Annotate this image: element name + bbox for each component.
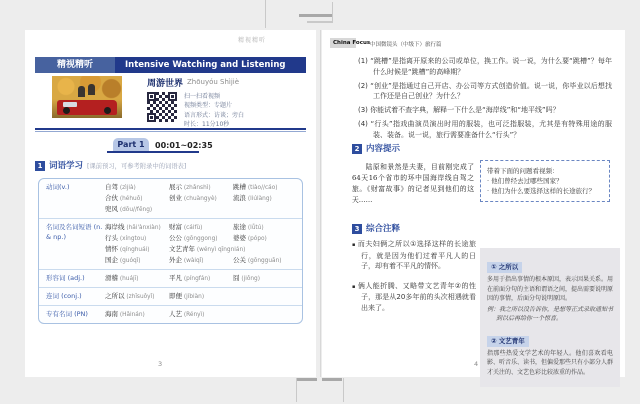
video-title-pinyin: Zhōuyóu Shìjiè bbox=[187, 78, 240, 86]
vocab-word: 展示 bbox=[169, 183, 182, 191]
vocab-word: 财富 bbox=[169, 223, 182, 231]
notes-panel bbox=[480, 248, 620, 387]
section-title: 内容提示 bbox=[366, 144, 401, 154]
vocab-pinyin: (dōu//fēng) bbox=[118, 207, 153, 213]
divider-rule bbox=[35, 128, 306, 132]
note-entry bbox=[487, 328, 613, 378]
vocab-word: 公公 bbox=[169, 234, 182, 242]
vocab-word: 公关 bbox=[233, 256, 246, 264]
vocab-line bbox=[105, 222, 302, 233]
vocab-pinyin: (huájī) bbox=[118, 276, 139, 282]
vocab-word: 平凡 bbox=[169, 274, 182, 282]
section-number-badge: 2 bbox=[352, 144, 362, 154]
vocab-item bbox=[169, 291, 233, 303]
crop-mark bbox=[343, 378, 344, 402]
watching-questions-box bbox=[480, 160, 610, 202]
book-title: 中国微镜头（中级下）旅行篇 bbox=[370, 42, 442, 48]
vocab-pinyin: (guóqǐ) bbox=[118, 258, 141, 264]
vocabulary-table bbox=[38, 178, 303, 324]
qr-finder bbox=[168, 92, 177, 101]
vocab-pinyin: (cáifù) bbox=[182, 225, 203, 231]
vocab-category: 专有名词 (PN) bbox=[46, 310, 88, 318]
video-title: 周游世界 bbox=[147, 79, 184, 89]
note-bullet: ▪ 而夫妇俩之所以①选择这样的长途旅行，就是因为他们过着平凡人的日子，却有着不平凡的情怀。 bbox=[352, 239, 476, 272]
video-type: 视频类型：专题片 bbox=[184, 102, 233, 110]
right-page bbox=[322, 30, 625, 377]
vocab-pinyin: (jiǒng) bbox=[239, 276, 260, 282]
vocab-category: 连词 (conj.) bbox=[46, 292, 82, 300]
vocab-item bbox=[233, 273, 297, 285]
vocab-item bbox=[105, 273, 169, 285]
vocab-category: 形容词 (adj.) bbox=[46, 274, 85, 282]
vocab-word: 跳槽 bbox=[233, 183, 246, 191]
vocab-pinyin: (zìjià) bbox=[118, 185, 136, 191]
vocab-word: 情怀 bbox=[105, 245, 118, 253]
vocab-word: 滑稽 bbox=[105, 274, 118, 282]
vocab-pinyin: (chuàngyè) bbox=[182, 196, 217, 202]
vocab-items bbox=[105, 182, 302, 215]
vocab-word: 兜风 bbox=[105, 205, 118, 213]
vocab-word: 海岸线 bbox=[105, 223, 125, 231]
vocab-word: 之所以 bbox=[105, 292, 125, 300]
watching-questions-list bbox=[487, 176, 603, 196]
page-number: 3 bbox=[158, 360, 163, 368]
vocab-word: 囧 bbox=[233, 274, 240, 282]
section-number-badge: 3 bbox=[352, 224, 362, 234]
hint-question: · 他们曾经去过哪些国家？ bbox=[487, 176, 603, 186]
vocab-item bbox=[169, 193, 233, 205]
vocab-pinyin: (wàiqǐ) bbox=[182, 258, 204, 264]
vocab-word: 合伙 bbox=[105, 194, 118, 202]
vocab-category: 名词及名词短语 (n. & np.) bbox=[46, 223, 103, 241]
part-header bbox=[107, 138, 213, 153]
car-wheel bbox=[63, 107, 70, 114]
crop-mark bbox=[307, 21, 333, 23]
qr-finder bbox=[147, 113, 156, 122]
crop-mark bbox=[297, 378, 317, 381]
watching-questions-title: 带着下面的问题看视频： bbox=[487, 167, 559, 175]
vocab-line bbox=[105, 193, 302, 204]
brand-name: China Focus bbox=[333, 40, 371, 46]
vocab-line bbox=[105, 244, 302, 255]
annotation-sentences bbox=[352, 239, 476, 322]
vocab-item bbox=[105, 255, 169, 267]
vocab-pinyin: (Hǎinán) bbox=[118, 312, 145, 318]
crop-mark bbox=[299, 14, 333, 17]
vocab-line bbox=[105, 309, 302, 320]
vocab-row bbox=[39, 179, 302, 218]
vocab-pinyin: (gōnggong) bbox=[182, 236, 218, 242]
question-item: (1) “跳槽”是指离开原来的公司或单位，换工作。说一说，为什么要“跳槽”？每年什么时候是“跳槽”的高峰期？ bbox=[358, 57, 612, 76]
content-hint-intro: 陆原和景然是夫妻，目前刚完成了64天16个省市的环中国海岸线自驾之旅。《财富故事》的记者见到他们的这天…… bbox=[352, 163, 474, 204]
vocab-word: 流浪 bbox=[233, 194, 246, 202]
vocab-line bbox=[105, 182, 302, 193]
vocab-word: 婆婆 bbox=[233, 234, 246, 242]
crop-mark bbox=[296, 378, 297, 402]
vocab-line bbox=[105, 291, 302, 302]
section-banner bbox=[35, 57, 306, 73]
vocab-line bbox=[105, 273, 302, 284]
vocab-row bbox=[39, 218, 302, 269]
section-title: 词语学习 bbox=[49, 161, 84, 171]
red-jeep-illustration bbox=[57, 100, 117, 115]
language-form: 语言形式：访谈；旁白 bbox=[184, 111, 245, 119]
banner-title-en: Intensive Watching and Listening bbox=[125, 60, 286, 70]
vocab-items bbox=[105, 222, 302, 266]
left-page bbox=[25, 30, 316, 377]
note-example: 例：我之所以没告诉你，是想等正式录取通知书到以后再给你一个惊喜。 bbox=[487, 305, 614, 322]
vocab-pinyin: (xíngtou) bbox=[118, 236, 147, 242]
part-time-range: 00:01~02:35 bbox=[155, 141, 213, 150]
qr-code-icon bbox=[147, 92, 177, 122]
vocab-item bbox=[105, 204, 169, 216]
section-1-header bbox=[35, 161, 186, 172]
vocab-items bbox=[105, 309, 302, 320]
question-item: (4) “行头”指戏曲演员演出时用的服装，也可泛指服装，尤其是有特殊用途的服装、装备。说一说，旅行需要准备什么“行头”？ bbox=[358, 120, 612, 139]
vocab-pinyin: (lǚtú) bbox=[246, 225, 264, 231]
vocab-word: 国企 bbox=[105, 256, 118, 264]
banner-title-zh: 精视精听 bbox=[56, 60, 93, 70]
crop-mark bbox=[265, 0, 266, 28]
crop-mark bbox=[322, 378, 342, 381]
vocab-word: 行头 bbox=[105, 234, 118, 242]
vocab-line bbox=[105, 204, 302, 215]
vocab-word: 文艺青年 bbox=[169, 245, 195, 253]
vocab-item bbox=[105, 309, 169, 321]
vocab-category: 动词(v.) bbox=[46, 183, 70, 191]
vocab-pinyin: (hǎi'ànxiàn) bbox=[124, 225, 161, 231]
vocab-pinyin: (héhuǒ) bbox=[118, 196, 143, 202]
vocab-item bbox=[169, 309, 233, 321]
question-item: (2) “创业”是指通过自己开店、办公司等方式创造价值。说一说，你毕业以后想找工作还是自己创业？为什么？ bbox=[358, 81, 612, 100]
vocab-word: 海南 bbox=[105, 310, 118, 318]
vocab-word: 外企 bbox=[169, 256, 182, 264]
vocab-row bbox=[39, 287, 302, 305]
vocab-row bbox=[39, 305, 302, 323]
hint-question: · 他们为什么要选择这样的长途旅行？ bbox=[487, 186, 603, 196]
note-term: ① 之所以 bbox=[487, 262, 522, 273]
section-number-badge: 1 bbox=[35, 161, 45, 171]
crop-mark bbox=[332, 2, 333, 22]
duration: 时长：11分10秒 bbox=[184, 121, 230, 129]
vocab-pinyin: (zhǎnshì) bbox=[182, 185, 211, 191]
running-header: 精视精听 bbox=[238, 37, 267, 44]
vocab-pinyin: (wényì qīngnián) bbox=[195, 247, 246, 253]
person-figure bbox=[88, 84, 95, 95]
vocab-item bbox=[233, 193, 297, 205]
vocab-item bbox=[105, 291, 169, 303]
section-3-header bbox=[352, 224, 400, 234]
note-entry bbox=[487, 254, 613, 324]
vocab-line bbox=[105, 233, 302, 244]
part-tab: Part 1 bbox=[113, 138, 149, 151]
vocab-word: 旅途 bbox=[233, 223, 246, 231]
vocab-word: 自驾 bbox=[105, 183, 118, 191]
video-info bbox=[184, 92, 244, 130]
note-bullet: ▪ 俩人能折腾、又略带文艺青年②的性子，那是从20多年前的头次相遇就看出来了。 bbox=[352, 281, 476, 314]
vocab-pinyin: (píngfán) bbox=[182, 276, 211, 282]
question-item: (3) 你能试着不查字典，解释一下什么是“海岸线”和“地平线”吗？ bbox=[358, 106, 560, 114]
discussion-questions bbox=[358, 56, 612, 144]
vocab-pinyin: (jíbiàn) bbox=[182, 294, 205, 300]
vocab-pinyin: (zhīsuǒyǐ) bbox=[124, 294, 155, 300]
page-number: 4 bbox=[474, 360, 479, 368]
vocab-pinyin: (qínghuái) bbox=[118, 247, 150, 253]
vocab-pinyin: (tiào//cáo) bbox=[246, 185, 278, 191]
gutter-line bbox=[320, 30, 321, 377]
qr-finder bbox=[147, 92, 156, 101]
person-figure bbox=[78, 86, 85, 97]
video-thumbnail bbox=[52, 76, 122, 118]
note-body: 指那些热爱文学艺术的年轻人。他们喜欢看电影、听音乐、读书，但偏爱那些只有小部分人群才关注的、文艺色彩比较浓重的作品。 bbox=[487, 349, 614, 376]
vocab-items bbox=[105, 291, 302, 302]
vocab-word: 即便 bbox=[169, 292, 182, 300]
vocab-items bbox=[105, 273, 302, 284]
vocab-word: 创业 bbox=[169, 194, 182, 202]
vocab-item bbox=[169, 273, 233, 285]
section-2-header bbox=[352, 144, 400, 154]
vocab-row bbox=[39, 269, 302, 287]
vocab-pinyin: (liúlàng) bbox=[246, 196, 272, 202]
vocab-pinyin: (pópo) bbox=[246, 236, 267, 242]
section-hint: [课前预习，可参考附录中的词语表] bbox=[87, 163, 187, 170]
note-term: ② 文艺青年 bbox=[487, 336, 529, 347]
vocab-item bbox=[169, 255, 233, 267]
section-title: 综合注释 bbox=[366, 224, 401, 234]
vocab-word: 人艺 bbox=[169, 310, 182, 318]
vocab-pinyin: (gōngguān) bbox=[246, 258, 282, 264]
note-body: 多用于指出事情的根本原因，表示因果关系。用在前面分句的主语和谓语之间，提出需要说明原因的事情，后面分句说明原因。 bbox=[487, 276, 614, 302]
scan-hint: 扫一扫看视频 bbox=[184, 93, 221, 100]
vocab-pinyin: (Rényì) bbox=[182, 312, 205, 318]
vocab-line bbox=[105, 255, 302, 266]
vocab-item bbox=[233, 255, 297, 267]
car-wheel bbox=[104, 107, 111, 114]
